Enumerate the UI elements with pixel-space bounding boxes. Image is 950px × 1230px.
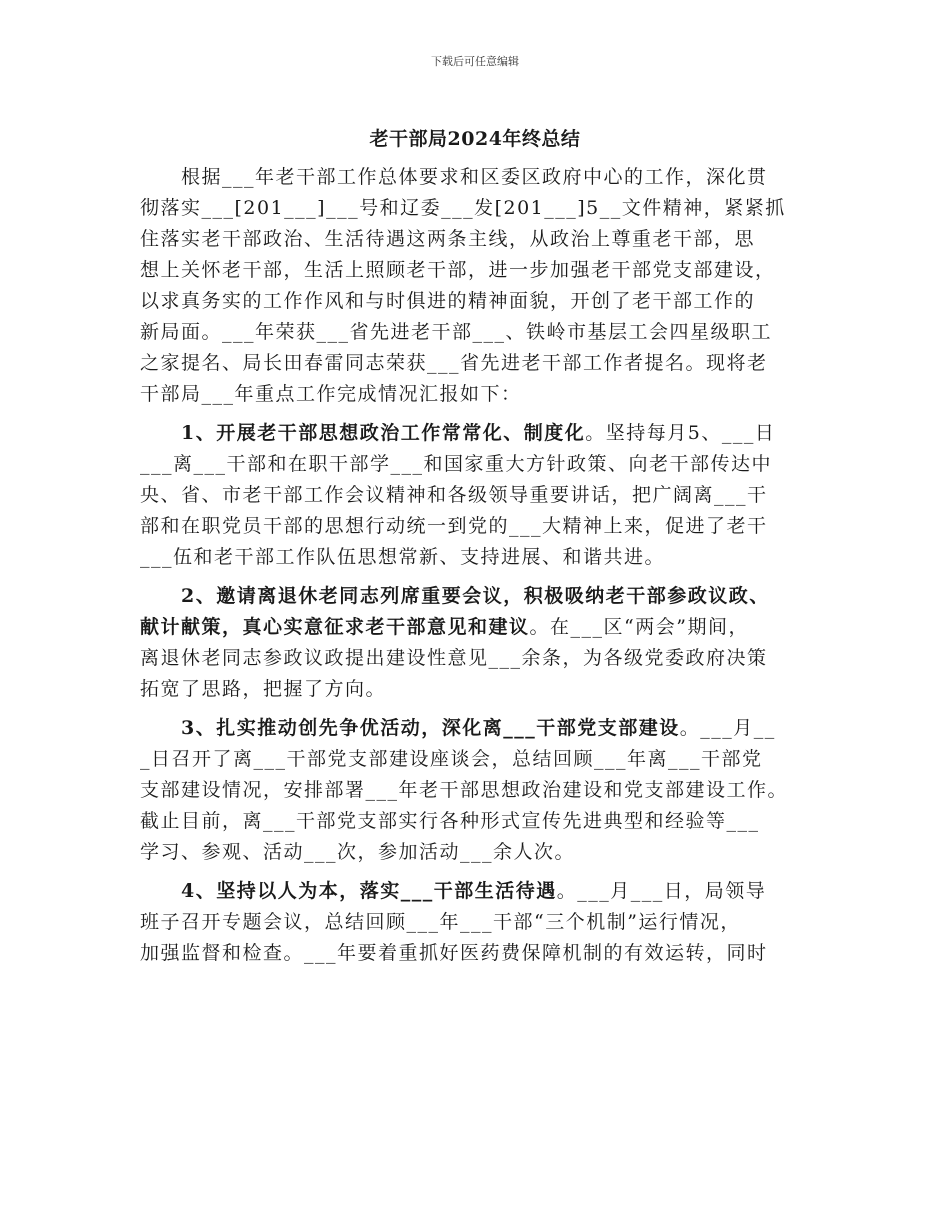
body-text: 。在___区“两会”期间， — [529, 616, 749, 638]
document-body — [140, 162, 815, 969]
bold-heading-text: 3、扎实推动创先争优活动，深化离___干部党支部建设 — [181, 717, 680, 739]
text-line — [140, 876, 815, 907]
text-line — [140, 907, 815, 938]
body-text: 想上关怀老干部，生活上照顾老干部，进一步加强老干部党支部建设， — [140, 259, 776, 281]
body-text: 彻落实___[201___]___号和辽委___发[201___]5__文件精神，紧紧抓 — [140, 197, 786, 219]
text-line — [140, 775, 815, 806]
paragraph-gap — [140, 410, 815, 418]
paragraph-gap — [140, 573, 815, 581]
text-line — [140, 449, 815, 480]
text-line — [140, 418, 815, 449]
text-line — [140, 162, 815, 193]
body-text: 。坚持每月5、___日 — [585, 422, 776, 444]
body-text: 干部局___年重点工作完成情况汇报如下： — [140, 383, 522, 405]
text-line — [140, 806, 815, 837]
body-text: 之家提名、局长田春雷同志荣获___省先进老干部工作者提名。现将老 — [140, 352, 768, 374]
body-text: 部和在职党员干部的思想行动统一到党的___大精神上来，促进了老干 — [140, 515, 768, 537]
body-text: 拓宽了思路，把握了方向。 — [140, 678, 387, 700]
text-line — [140, 643, 815, 674]
body-text: 住落实老干部政治、生活待遇这两条主线，从政治上尊重老干部，思 — [140, 228, 756, 250]
body-text: 班子召开专题会议，总结回顾___年___干部“三个机制”运行情况， — [140, 911, 741, 933]
body-text: ___伍和老干部工作队伍思想常新、支持进展、和谐共进。 — [140, 546, 666, 568]
text-line — [140, 542, 815, 573]
body-text: 。___月__ — [679, 717, 776, 739]
text-line — [140, 193, 815, 224]
body-text: 。___月___日，局领导 — [556, 880, 767, 902]
body-text: _日召开了离___干部党支部建设座谈会，总结回顾___年离___干部党 — [140, 748, 763, 770]
text-line — [140, 286, 815, 317]
paragraph — [140, 581, 815, 705]
body-text: 加强监督和检查。___年要着重抓好医药费保障机制的有效运转，同时 — [140, 942, 768, 964]
paragraph-gap — [140, 868, 815, 876]
body-text: ___离___干部和在职干部学___和国家重大方针政策、向老干部传达中 — [140, 453, 773, 475]
body-text: 支部建设情况，安排部署___年老干部思想政治建设和党支部建设工作。 — [140, 779, 789, 801]
bold-heading-text: 4、坚持以人为本，落实___干部生活待遇 — [181, 880, 557, 902]
paragraph-gap — [140, 705, 815, 713]
paragraph — [140, 418, 815, 573]
text-line — [140, 938, 815, 969]
body-text: 离退休老同志参政议政提出建设性意见___余条，为各级党委政府决策 — [140, 647, 768, 669]
body-text: 学习、参观、活动___次，参加活动___余人次。 — [140, 841, 576, 863]
paragraph — [140, 713, 815, 868]
text-line — [140, 744, 815, 775]
body-text: 以求真务实的工作作风和与时俱进的精神面貌，开创了老干部工作的 — [140, 290, 756, 312]
document-title: 老干部局2024年终总结 — [369, 128, 581, 150]
paragraph — [140, 876, 815, 969]
text-line — [140, 317, 815, 348]
body-text: 新局面。___年荣获___省先进老干部___、铁岭市基层工会四星级职工 — [140, 321, 773, 343]
paragraph — [140, 162, 815, 410]
text-line — [140, 837, 815, 868]
bold-heading-text: 2、邀请离退休老同志列席重要会议，积极吸纳老干部参政议政、 — [181, 585, 770, 607]
text-line — [140, 348, 815, 379]
text-line — [140, 480, 815, 511]
bold-heading-text: 1、开展老干部思想政治工作常常化、制度化 — [181, 422, 586, 444]
bold-heading-text: 献计献策，真心实意征求老干部意见和建议 — [140, 616, 530, 638]
text-line — [140, 255, 815, 286]
body-text: 根据___年老干部工作总体要求和区委区政府中心的工作，深化贯 — [181, 166, 768, 188]
text-line — [140, 674, 815, 705]
body-text: 截止目前，离___干部党支部实行各种形式宣传先进典型和经验等___ — [140, 810, 760, 832]
text-line — [140, 581, 815, 612]
text-line — [140, 612, 815, 643]
body-text: 央、省、市老干部工作会议精神和各级领导重要讲话，把广阔离___干 — [140, 484, 768, 506]
text-line — [140, 511, 815, 542]
text-line — [140, 713, 815, 744]
text-line — [140, 224, 815, 255]
text-line — [140, 379, 815, 410]
page-header: 下载后可任意编辑 — [431, 55, 519, 68]
